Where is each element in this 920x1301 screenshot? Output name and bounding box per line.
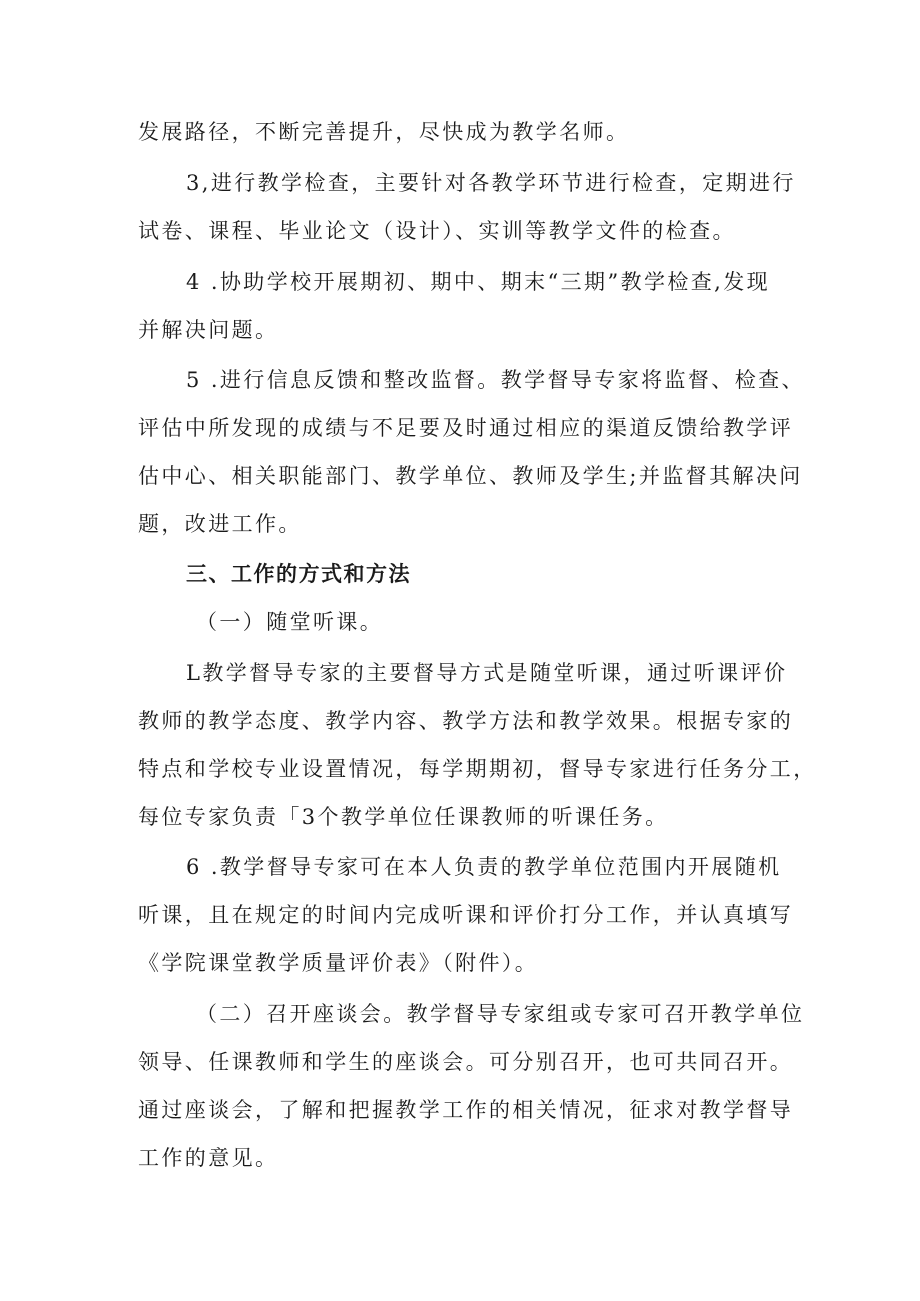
paragraph-line: 领导、任课教师和学生的座谈会。可分别召开，也可共同召开。 (138, 1050, 794, 1074)
paragraph-line: 评估中所发现的成绩与不足要及时通过相应的渠道反馈给教学评 (138, 416, 794, 440)
paragraph-line: 题，改进工作。 (138, 512, 302, 536)
subsection-heading: （一）随堂听课。 (196, 610, 384, 634)
paragraph-line: 5 .进行信息反馈和整改监督。教学督导专家将监督、检查、 (186, 368, 805, 392)
paragraph-line: 特点和学校专业设置情况，每学期期初，督导专家进行任务分工， (138, 757, 817, 781)
paragraph-line: 听课，且在规定的时间内完成听课和评价打分工作，并认真填写 (138, 903, 794, 927)
paragraph-line: 估中心、相关职能部门、教学单位、教师及学生;并监督其解决问 (138, 464, 803, 488)
paragraph-line: 6 .教学督导专家可在本人负责的教学单位范围内开展随机 (186, 855, 782, 879)
paragraph-line: （二）召开座谈会。教学督导专家组或专家可召开教学单位 (196, 1002, 805, 1026)
section-heading: 三、工作的方式和方法 (186, 562, 411, 586)
paragraph-line: 3,进行教学检查，主要针对各教学环节进行检查，定期进行 (186, 171, 796, 195)
paragraph-line: 通过座谈会，了解和把握教学工作的相关情况，征求对教学督导 (138, 1098, 794, 1122)
paragraph-line: 工作的意见。 (138, 1146, 279, 1170)
paragraph-line: 4 .协助学校开展期初、期中、期末“三期”教学检查,发现 (186, 270, 771, 294)
paragraph-line: 试卷、课程、毕业论文（设计）、实训等教学文件的检查。 (138, 219, 736, 243)
paragraph-line: 《学院课堂教学质量评价表》（附件）。 (138, 951, 539, 975)
paragraph-line: 教师的教学态度、教学内容、教学方法和教学效果。根据专家的 (138, 709, 794, 733)
paragraph-line: 并解决问题。 (138, 318, 279, 342)
paragraph-line: 发展路径，不断完善提升，尽快成为教学名师。 (138, 120, 630, 144)
paragraph-line: L教学督导专家的主要督导方式是随堂听课，通过听课评价 (186, 661, 788, 685)
paragraph-line: 每位专家负责「3个教学单位任课教师的听课任务。 (138, 805, 669, 829)
